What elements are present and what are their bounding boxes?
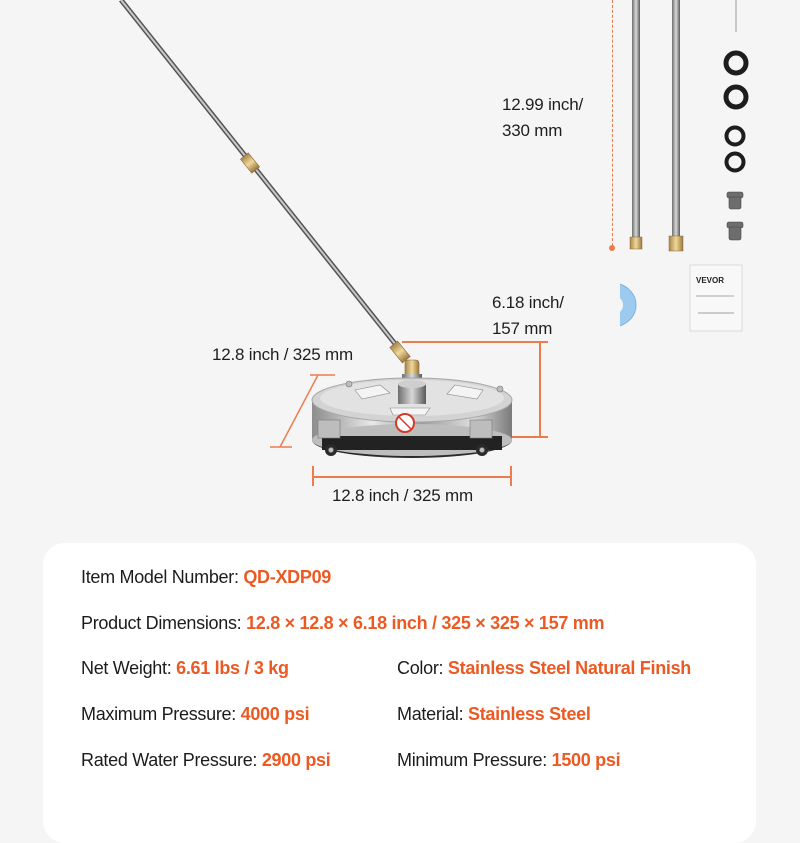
spec-material bbox=[397, 704, 591, 725]
spec-min-pressure bbox=[397, 750, 620, 771]
height-dimension-bottom-line bbox=[512, 436, 548, 438]
spec-label: Maximum Pressure: bbox=[81, 704, 236, 724]
spec-label: Color: bbox=[397, 658, 444, 678]
height-dimension-label-line1: 6.18 inch/ bbox=[492, 293, 564, 312]
tube-length-end-dot bbox=[609, 245, 615, 251]
spec-label: Rated Water Pressure: bbox=[81, 750, 258, 770]
spec-label: Material: bbox=[397, 704, 464, 724]
spec-value: 1500 psi bbox=[551, 750, 621, 770]
height-dimension-label-line2: 157 mm bbox=[492, 319, 553, 338]
spec-model bbox=[81, 567, 331, 588]
spec-value: 12.8 × 12.8 × 6.18 inch / 325 × 325 × 157 mm bbox=[246, 613, 605, 633]
height-dimension-vertical-line bbox=[539, 342, 541, 437]
tube-length-label-line2: 330 mm bbox=[502, 121, 563, 140]
tube-length-dashed-line bbox=[612, 0, 613, 246]
accessory-kit bbox=[620, 0, 800, 345]
manual-brand-text: VEVOR bbox=[696, 276, 725, 285]
spec-label: Minimum Pressure: bbox=[397, 750, 547, 770]
depth-dimension-line bbox=[270, 370, 340, 455]
spec-value: Stainless Steel bbox=[468, 704, 591, 724]
spec-label: Net Weight: bbox=[81, 658, 172, 678]
width-dimension-line bbox=[313, 476, 511, 478]
spec-max-pressure bbox=[81, 704, 309, 725]
width-dimension-right-tick bbox=[510, 466, 512, 486]
spec-value: 4000 psi bbox=[240, 704, 310, 724]
spec-label: Item Model Number: bbox=[81, 567, 239, 587]
spec-color bbox=[397, 658, 691, 679]
spec-label: Product Dimensions: bbox=[81, 613, 242, 633]
width-dimension-left-tick bbox=[312, 466, 314, 486]
specifications-card bbox=[43, 543, 756, 843]
depth-dimension-label: 12.8 inch / 325 mm bbox=[212, 345, 353, 364]
spec-dimensions bbox=[81, 613, 604, 634]
width-dimension-label: 12.8 inch / 325 mm bbox=[332, 486, 473, 505]
spec-rated-pressure bbox=[81, 750, 330, 771]
spec-weight bbox=[81, 658, 289, 679]
tube-length-label-line1: 12.99 inch/ bbox=[502, 95, 583, 114]
spec-value: 2900 psi bbox=[261, 750, 331, 770]
spec-value: 6.61 lbs / 3 kg bbox=[176, 658, 289, 678]
spec-value: Stainless Steel Natural Finish bbox=[447, 658, 692, 678]
spec-value: QD-XDP09 bbox=[243, 567, 331, 587]
